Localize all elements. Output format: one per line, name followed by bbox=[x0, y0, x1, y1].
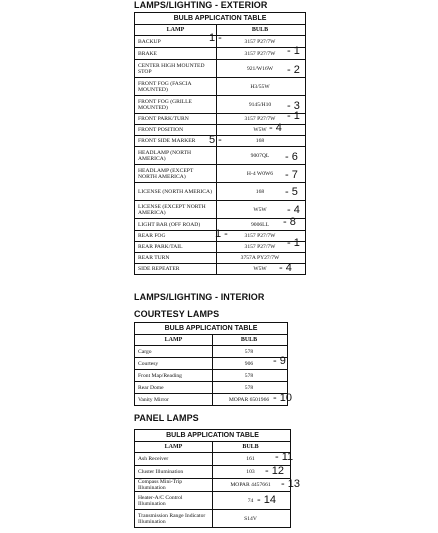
bulb-cell bbox=[213, 355, 286, 369]
bulb-value: 9145/H10 bbox=[248, 101, 272, 108]
callout-number: - 2 bbox=[287, 64, 300, 76]
heading-courtesy: COURTESY LAMPS bbox=[134, 309, 220, 319]
table-row bbox=[135, 392, 292, 405]
bulb-cell bbox=[217, 45, 303, 59]
bulb-cell bbox=[217, 216, 303, 230]
table-row bbox=[135, 382, 287, 394]
table-row bbox=[135, 45, 305, 60]
column-header-bulb: BULB bbox=[242, 444, 259, 450]
callout-number: - 9 bbox=[273, 355, 286, 367]
table-row bbox=[135, 32, 305, 48]
lamp-cell: LIGHT BAR (OFF ROAD) bbox=[135, 219, 217, 230]
bulb-cell bbox=[213, 450, 294, 465]
callout-number: - 1 bbox=[287, 109, 300, 122]
bulb-value: 9007QL bbox=[250, 152, 270, 159]
table-row bbox=[135, 96, 305, 114]
lamp-cell: FRONT SIDE MARKER bbox=[135, 136, 217, 146]
lamp-cell: SIDE REPEATER bbox=[135, 264, 217, 274]
bulb-value: H-4 W0W6 bbox=[246, 170, 274, 177]
column-header-lamp: LAMP bbox=[135, 335, 213, 345]
table-row bbox=[135, 165, 305, 183]
table-row bbox=[135, 492, 290, 510]
bulb-cell bbox=[213, 510, 288, 527]
callout-number: - 14 bbox=[257, 494, 276, 506]
bulb-value: H3/55W bbox=[250, 83, 270, 90]
lamp-cell: REAR PARK/TAIL bbox=[135, 242, 217, 252]
lamp-cell: Transmission Range Indicator Illumination bbox=[135, 510, 213, 527]
lamp-cell: BRAKE bbox=[135, 48, 217, 59]
table-row bbox=[135, 261, 305, 274]
panel-table-caption: BULB APPLICATION TABLE bbox=[135, 430, 290, 442]
lamp-cell: FRONT POSITION bbox=[135, 125, 217, 135]
callout-number: - 5 bbox=[285, 186, 298, 198]
table-row bbox=[135, 477, 300, 492]
bulb-value: 168 bbox=[255, 138, 265, 144]
lamp-cell: Vanity Mirror bbox=[135, 394, 213, 405]
bulb-value: 3757A PY27/7W bbox=[240, 255, 280, 261]
bulb-value: 3157 P27/7W bbox=[244, 233, 276, 239]
bulb-cell bbox=[213, 370, 285, 381]
lamp-cell: CENTER HIGH MOUNTED STOP bbox=[135, 60, 217, 77]
bulb-cell bbox=[213, 392, 292, 405]
bulb-value: MOPAR 6501966 bbox=[228, 396, 270, 403]
callout-number: - 7 bbox=[285, 169, 298, 181]
lamp-cell: LICENSE (NORTH AMERICA) bbox=[135, 183, 217, 200]
bulb-value: 578 bbox=[244, 372, 254, 379]
callout-number: 5 - bbox=[209, 133, 222, 146]
bulb-value: 103 bbox=[246, 469, 255, 475]
callout-number: - 1 bbox=[287, 236, 300, 249]
panel-bulb-table bbox=[134, 429, 300, 528]
column-header-lamp: LAMP bbox=[135, 25, 217, 35]
lamp-cell: REAR FOG bbox=[135, 231, 217, 241]
lamp-cell: Rear Dome bbox=[135, 382, 213, 393]
bulb-cell bbox=[217, 78, 303, 95]
lamp-cell: HEADLAMP (EXCEPT NORTH AMERICA) bbox=[135, 165, 217, 182]
bulb-cell bbox=[217, 165, 303, 182]
lamp-cell: Cargo bbox=[135, 346, 213, 357]
table-row bbox=[135, 147, 305, 165]
heading-interior: LAMPS/LIGHTING - INTERIOR bbox=[134, 292, 265, 302]
bulb-value: 3157 P27/7W bbox=[244, 50, 276, 57]
lamp-cell: Compass Mini-Trip Illumination bbox=[135, 479, 213, 491]
bulb-value: 3157 P27/7W bbox=[244, 116, 276, 122]
callout-number: - 4 bbox=[287, 204, 300, 216]
bulb-value: 921/W16W bbox=[246, 65, 274, 72]
table-row bbox=[135, 133, 305, 147]
heading-panel: PANEL LAMPS bbox=[134, 413, 199, 423]
bulb-value: 578 bbox=[244, 384, 254, 391]
lamp-cell: Heater-A/C Control Illumination bbox=[135, 492, 213, 509]
callout-number: - 1 bbox=[287, 45, 300, 57]
bulb-cell bbox=[213, 466, 288, 478]
callout-number: - 11 bbox=[275, 450, 294, 463]
bulb-value: 3157 P27/7W bbox=[244, 38, 276, 45]
callout-number: - 8 bbox=[283, 216, 296, 228]
callout-number: - 6 bbox=[285, 151, 298, 163]
lamp-cell: FRONT FOG (GRILLE MOUNTED) bbox=[135, 96, 217, 113]
bulb-value: W5W bbox=[253, 266, 267, 272]
table-row bbox=[135, 78, 305, 96]
table-row bbox=[135, 201, 305, 219]
bulb-cell bbox=[217, 183, 303, 200]
lamp-cell: FRONT PARK/TURN bbox=[135, 114, 217, 124]
table-row bbox=[135, 227, 305, 242]
bulb-cell bbox=[213, 492, 288, 509]
lamp-cell: Courtesy bbox=[135, 358, 213, 369]
bulb-cell bbox=[209, 133, 303, 146]
bulb-value: W5W bbox=[253, 127, 267, 133]
callout-number: - 3 bbox=[287, 100, 300, 112]
bulb-cell bbox=[217, 236, 303, 252]
bulb-cell bbox=[217, 60, 303, 77]
table-row bbox=[135, 370, 287, 382]
callout-number: - 4 bbox=[279, 261, 292, 274]
bulb-cell bbox=[217, 261, 303, 274]
exterior-bulb-table bbox=[134, 12, 306, 275]
bulb-cell bbox=[213, 477, 300, 491]
lamp-cell: BACKUP bbox=[135, 36, 217, 47]
callout-number: 1 - bbox=[209, 32, 222, 44]
table-row bbox=[135, 466, 290, 479]
callout-number: - 13 bbox=[281, 477, 300, 490]
bulb-value: W5W bbox=[253, 206, 267, 213]
bulb-value: 9006LL bbox=[250, 221, 270, 228]
courtesy-table-header bbox=[135, 335, 287, 346]
column-header-lamp: LAMP bbox=[135, 442, 213, 452]
table-row bbox=[135, 60, 305, 78]
lamp-cell: Front Map/Reading bbox=[135, 370, 213, 381]
bulb-value: 168 bbox=[255, 188, 265, 195]
bulb-value: 74 bbox=[247, 497, 254, 504]
bulb-value: 3157 P27/7W bbox=[244, 244, 276, 250]
lamp-cell: Ash Receiver bbox=[135, 453, 213, 465]
bulb-cell bbox=[217, 121, 303, 135]
bulb-value: MOPAR 4457661 bbox=[230, 482, 271, 488]
courtesy-table-caption: BULB APPLICATION TABLE bbox=[135, 323, 287, 335]
table-row bbox=[135, 183, 305, 201]
heading-exterior: LAMPS/LIGHTING - EXTERIOR bbox=[134, 0, 268, 10]
lamp-cell: Cluster Illumination bbox=[135, 466, 213, 478]
bulb-value: S14V bbox=[244, 515, 257, 522]
bulb-value: 906 bbox=[244, 360, 254, 367]
column-header-bulb: BULB bbox=[240, 337, 258, 343]
callout-number: - 12 bbox=[265, 464, 284, 477]
exterior-table-caption: BULB APPLICATION TABLE bbox=[135, 13, 305, 25]
courtesy-bulb-table bbox=[134, 322, 292, 406]
bulb-value: 161 bbox=[246, 456, 255, 462]
lamp-cell: FRONT FOG (FASCIA MOUNTED) bbox=[135, 78, 217, 95]
bulb-cell bbox=[217, 147, 303, 164]
lamp-cell: REAR TURN bbox=[135, 253, 217, 263]
bulb-cell bbox=[217, 109, 303, 124]
table-row bbox=[135, 510, 290, 527]
callout-number: 1 - bbox=[215, 227, 228, 240]
column-header-bulb: BULB bbox=[251, 27, 269, 33]
table-row bbox=[135, 355, 287, 370]
bulb-value: 578 bbox=[244, 348, 254, 355]
panel-table-header bbox=[135, 442, 290, 453]
lamp-cell: LICENSE (EXCEPT NORTH AMERICA) bbox=[135, 201, 217, 218]
callout-number: - 4 bbox=[269, 121, 282, 134]
table-row bbox=[135, 346, 287, 358]
lamp-cell: HEADLAMP (NORTH AMERICA) bbox=[135, 147, 217, 164]
callout-number: - 10 bbox=[273, 392, 292, 404]
